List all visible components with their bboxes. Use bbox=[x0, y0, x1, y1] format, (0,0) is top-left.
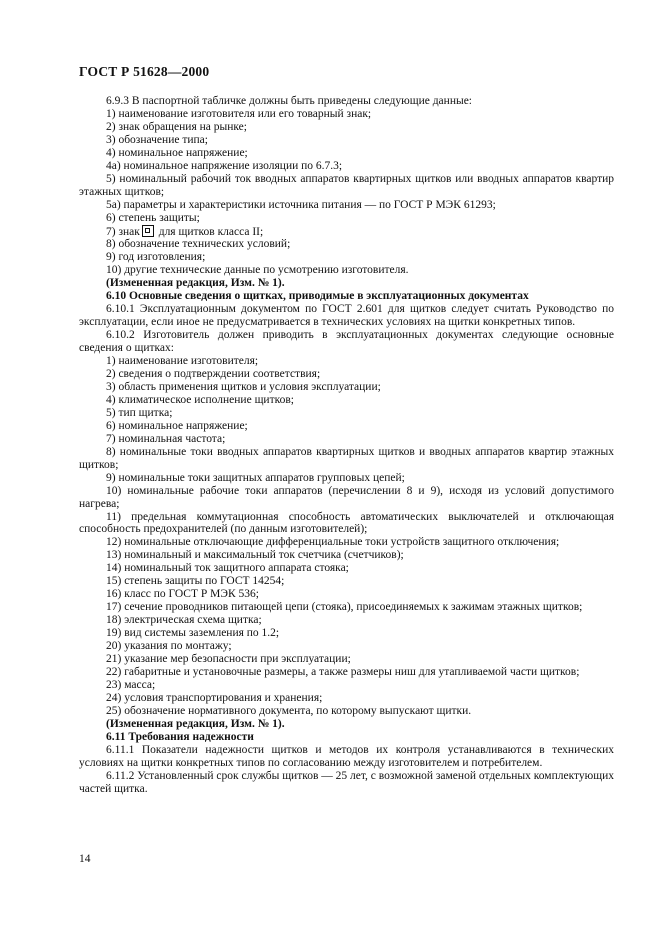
document-header: ГОСТ Р 51628—2000 bbox=[79, 64, 210, 79]
list-item: 4) климатическое исполнение щитков; bbox=[106, 393, 294, 406]
paragraph: 6.11.1 Показатели надежности щитков и методов их контроля устанавливаются в технических условиях на щитки конкретных типов по согласованию между изготовителем и потребителем. bbox=[79, 743, 614, 769]
list-item: 20) указания по монтажу; bbox=[106, 640, 232, 653]
list-item: 14) номинальный ток защитного аппарата стояка; bbox=[106, 562, 349, 575]
list-item: 5а) параметры и характеристики источника питания — по ГОСТ Р МЭК 61293; bbox=[106, 198, 496, 211]
list-item: 3) обозначение типа; bbox=[106, 133, 208, 146]
list-item: 5) номинальный рабочий ток вводных аппаратов квартирных щитков или вводных аппаратов квартир этажных щитков; bbox=[79, 172, 614, 198]
list-item: 4) номинальное напряжение; bbox=[106, 146, 248, 159]
list-item: 1) наименование изготовителя; bbox=[106, 355, 259, 368]
amendment-note: (Измененная редакция, Изм. № 1). bbox=[106, 277, 285, 290]
list-item: 13) номинальный и максимальный ток счетчика (счетчиков); bbox=[106, 549, 404, 562]
list-item: 7) номинальная частота; bbox=[106, 432, 226, 445]
list-item: 5) тип щитка; bbox=[106, 406, 173, 419]
document-body bbox=[79, 95, 614, 795]
list-item: 8) обозначение технических условий; bbox=[106, 238, 291, 251]
section-heading: 6.10 Основные сведения о щитках, приводимые в эксплуатационных документах bbox=[106, 290, 529, 303]
list-item: 9) номинальные токи защитных аппаратов групповых цепей; bbox=[106, 471, 405, 484]
list-item: 16) класс по ГОСТ Р МЭК 536; bbox=[106, 588, 259, 601]
paragraph: 6.10.1 Эксплуатационным документом по ГОСТ 2.601 для щитков следует считать Руководство по эксплуатации, если иное не предусматривается в технических условиях на щитки конкретных типов. bbox=[79, 303, 614, 329]
double-insulation-icon bbox=[142, 225, 154, 237]
page-number: 14 bbox=[79, 853, 91, 865]
list-item: 9) год изготовления; bbox=[106, 251, 206, 264]
list-item: 1) наименование изготовителя или его товарный знак; bbox=[106, 107, 372, 120]
list-item: 8) номинальные токи вводных аппаратов квартирных щитков и вводных аппаратов квартир этажных щитков; bbox=[79, 445, 614, 471]
paragraph: 6.10.2 Изготовитель должен приводить в эксплуатационных документах следующие основные сведения о щитках: bbox=[79, 329, 614, 355]
list-item-text: для щитков класса II; bbox=[155, 225, 264, 238]
list-item-text: 7) знак bbox=[106, 225, 140, 238]
list-item: 10) другие технические данные по усмотрению изготовителя. bbox=[106, 264, 409, 277]
list-item: 6) степень защиты; bbox=[106, 211, 200, 224]
list-item: 25) обозначение нормативного документа, по которому выпускают щитки. bbox=[106, 704, 472, 717]
list-item: 17) сечение проводников питающей цепи (стояка), присоединяемых к зажимам этажных щитков; bbox=[106, 601, 583, 614]
list-item: 18) электрическая схема щитка; bbox=[106, 614, 262, 627]
list-item: 3) область применения щитков и условия эксплуатации; bbox=[106, 380, 381, 393]
list-item: 21) указание мер безопасности при эксплуатации; bbox=[106, 652, 351, 665]
list-item: 12) номинальные отключающие дифференциальные токи устройств защитного отключения; bbox=[106, 536, 560, 549]
section-heading: 6.11 Требования надежности bbox=[106, 730, 254, 743]
list-item: 23) масса; bbox=[106, 678, 156, 691]
list-item bbox=[79, 225, 614, 239]
list-item: 4а) номинальное напряжение изоляции по 6.7.3; bbox=[106, 159, 343, 172]
list-item: 24) условия транспортирования и хранения; bbox=[106, 691, 323, 704]
list-item: 22) габаритные и установочные размеры, а также размеры ниш для утапливаемой части щитков; bbox=[106, 665, 580, 678]
paragraph: 6.9.3 В паспортной табличке должны быть приведены следующие данные: bbox=[106, 95, 473, 107]
list-item: 10) номинальные рабочие токи аппаратов (перечислении 8 и 9), исходя из условий допустимого нагрева; bbox=[79, 484, 614, 510]
list-item: 2) сведения о подтверждении соответствия; bbox=[106, 368, 321, 381]
list-item: 2) знак обращения на рынке; bbox=[106, 120, 247, 133]
list-item: 19) вид системы заземления по 1.2; bbox=[106, 627, 280, 640]
paragraph: 6.11.2 Установленный срок службы щитков — 25 лет, с возможной заменой отдельных комплектующих частей щитка. bbox=[79, 769, 614, 795]
list-item: 15) степень защиты по ГОСТ 14254; bbox=[106, 575, 285, 588]
list-item: 6) номинальное напряжение; bbox=[106, 419, 248, 432]
list-item: 11) предельная коммутационная способность автоматических выключателей и отключающая способность предохранителей (по данным изготовителей); bbox=[79, 510, 614, 536]
amendment-note: (Измененная редакция, Изм. № 1). bbox=[106, 717, 285, 730]
